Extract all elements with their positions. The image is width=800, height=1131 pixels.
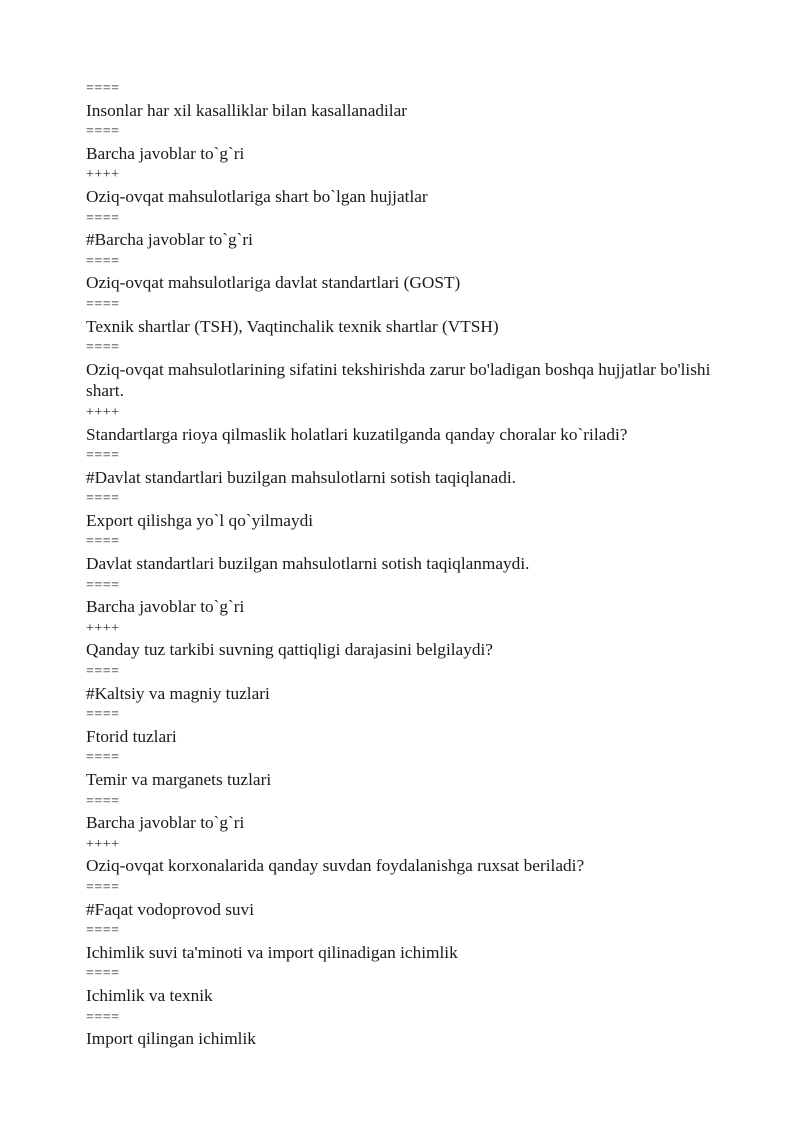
separator-marker: ==== <box>86 81 120 96</box>
separator-marker: ==== <box>86 879 120 895</box>
separator-marker: ==== <box>86 750 120 766</box>
text-line: Import qilingan ichimlik <box>86 1029 256 1049</box>
text-line: Temir va marganets tuzlari <box>86 770 272 789</box>
text-line: Ftorid tuzlari <box>86 726 177 746</box>
text-line: Qanday tuz tarkibi suvning qattiqligi darajasini belgilaydi? <box>86 640 493 660</box>
text-line: #Davlat standartlari buzilgan mahsulotlarni sotish taqiqlanadi. <box>86 467 517 487</box>
separator-marker: ==== <box>86 923 120 939</box>
text-line: #Kaltsiy va magniy tuzlari <box>86 683 270 703</box>
text-line: Texnik shartlar (TSH), Vaqtinchalik texnik shartlar (VTSH) <box>86 316 499 336</box>
separator-marker: ==== <box>86 253 120 269</box>
text-line: Standartlarga rioya qilmaslik holatlari kuzatilganda qanday choralar ko`riladi? <box>86 424 628 444</box>
text-line: Oziq-ovqat korxonalarida qanday suvdan foydalanishga ruxsat beriladi? <box>86 856 585 876</box>
separator-marker: ==== <box>86 448 120 464</box>
text-line: Barcha javoblar to`g`ri <box>86 597 245 617</box>
text-line: Insonlar har xil kasalliklar bilan kasallanadilar <box>86 100 408 120</box>
separator-marker: ==== <box>86 707 120 723</box>
text-line: #Faqat vodoprovod suvi <box>86 899 255 919</box>
separator-marker: ==== <box>86 577 120 593</box>
separator-marker: ==== <box>86 534 120 550</box>
separator-marker: ++++ <box>86 620 120 636</box>
separator-marker: ==== <box>86 664 120 680</box>
text-line: Ichimlik va texnik <box>86 985 213 1005</box>
text-line: #Barcha javoblar to`g`ri <box>86 230 253 250</box>
separator-marker: ==== <box>86 491 120 507</box>
text-line: Oziq-ovqat mahsulotlariga shart bo`lgan hujjatlar <box>86 186 428 206</box>
text-line: Barcha javoblar to`g`ri <box>86 813 245 833</box>
text-line: Oziq-ovqat mahsulotlarining sifatini tekshirishda zarur bo'ladigan boshqa hujjatlar bo'lishi shart. <box>86 359 711 401</box>
text-line: Davlat standartlari buzilgan mahsulotlarni sotish taqiqlanmaydi. <box>86 554 530 574</box>
separator-marker: ++++ <box>86 836 120 852</box>
separator-marker: ==== <box>86 1009 120 1025</box>
separator-marker: ==== <box>86 296 120 312</box>
separator-marker: ++++ <box>86 167 120 183</box>
separator-marker: ==== <box>86 793 120 809</box>
text-line: Ichimlik suvi ta'minoti va import qilinadigan ichimlik <box>86 942 458 962</box>
text-line: Export qilishga yo`l qo`yilmaydi <box>86 510 314 530</box>
text-line: Barcha javoblar to`g`ri <box>86 143 245 163</box>
document-page <box>86 78 726 1050</box>
separator-marker: ++++ <box>86 404 120 420</box>
separator-marker: ==== <box>86 340 120 356</box>
separator-marker: ==== <box>86 124 120 140</box>
separator-marker: ==== <box>86 966 120 982</box>
separator-marker: ==== <box>86 210 120 226</box>
text-line: Oziq-ovqat mahsulotlariga davlat standartlari (GOST) <box>86 273 461 293</box>
